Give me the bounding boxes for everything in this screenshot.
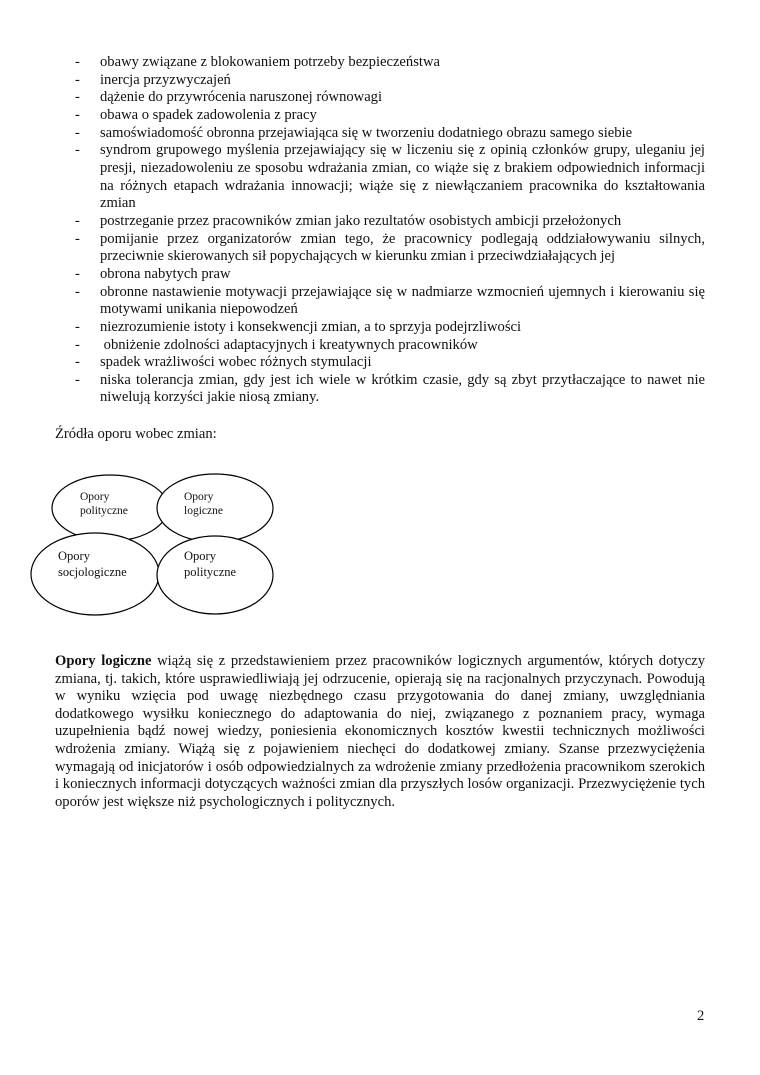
list-item: [55, 213, 705, 231]
list-item-text: obniżenie zdolności adaptacyjnych i kreatywnych pracowników: [100, 336, 478, 353]
paragraph-bold-lead: Opory logiczne: [55, 653, 152, 669]
list-item-text: inercja przyzwyczajeń: [100, 71, 231, 88]
bullet-dash: -: [75, 283, 80, 300]
list-item: [55, 54, 705, 72]
list-item-text: postrzeganie przez pracowników zmian jako rezultatów osobistych ambicji przełożonych: [100, 212, 622, 229]
ellipse-label-line: polityczne: [184, 565, 237, 579]
bullet-dash: -: [75, 371, 80, 388]
ellipse-label-line: logiczne: [184, 505, 223, 517]
bullet-dash: -: [75, 265, 80, 282]
ellipse-label-line: Opory: [184, 549, 216, 563]
bullet-dash: -: [75, 106, 80, 123]
list-item-text: obronne nastawienie motywacji przejawiające się w nadmiarze wzmocnień ujemnych i kierowaniu się motywami unikania niepowodzeń: [100, 283, 705, 318]
list-item: [55, 231, 705, 266]
section-heading: Źródła oporu wobec zmian:: [55, 426, 217, 442]
list-item: [55, 337, 705, 355]
list-item-text: niezrozumienie istoty i konsekwencji zmian, a to sprzyja podejrzliwości: [100, 318, 522, 335]
bullet-dash: -: [75, 124, 80, 141]
paragraph-body: wiążą się z przedstawieniem przez pracowników logicznych argumentów, których dotyczy zmiana, tj. takich, które usprawiedliwiają jej odrzucenie, opierają się na racjonalnych przyczynach. Powodują w wyniku wzięcia pod uwagę niezbędnego czasu przygotowania do danej zmiany, uwzględniania dodatkowego wysiłku koniecznego do adaptowania do niej, związanego z poznaniem pracy, wymaga uzupełnienia bądź nowej wiedzy, poniesienia ekonomicznych kosztów kwestii technicznych możliwości wdrożenia zmiany. Wiążą się z pojawieniem niechęci do dodatkowej zmiany. Szanse przezwyciężenia wymagają od inicjatorów i osób odpowiedzialnych za wdrożenie zmiany przedłożenia pracownikom szerokich i koniecznych informacji dotyczących ważności zmian dla przyszłych losów organizacji. Przezwyciężenie tych oporów jest większe niż psychologicznych i politycznych.: [55, 653, 705, 810]
ellipse-label-logical: [184, 490, 223, 518]
ellipse-label-line: Opory: [80, 491, 110, 503]
bullet-dash: -: [75, 318, 80, 335]
bullet-dash: -: [75, 89, 80, 106]
bullet-dash: -: [75, 142, 80, 159]
ellipse-label-line: socjologiczne: [58, 565, 127, 579]
list-item: [55, 89, 705, 107]
ellipse-label-line: polityczne: [80, 505, 128, 517]
page-number: 2: [697, 1008, 705, 1024]
ellipse-label-political-1: [80, 490, 128, 518]
ellipse-label-line: Opory: [58, 549, 90, 563]
list-item: [55, 125, 705, 143]
list-item: [55, 266, 705, 284]
list-item-text: obrona nabytych praw: [100, 265, 231, 282]
list-item-text: obawa o spadek zadowolenia z pracy: [100, 106, 317, 123]
list-item-text: pomijanie przez organizatorów zmian tego, że pracownicy podlegają oddziałowywaniu silnych, przeciwnie skierowanych sił popychających w kierunku zmian i przeciwdziałających jej: [100, 230, 705, 265]
diagram-ellipses: [0, 460, 300, 630]
list-item-text: syndrom grupowego myślenia przejawiający się w liczeniu się z opinią członków grupy, uleganiu jej presji, niezadowoleniu ze sposobu wdrażania zmian, co wiąże się z brakiem odpowiednich informacji na różnych etapach wdrażania innowacji; wiąże się z niewłączaniem pracownika do kształtowania zmian: [100, 142, 705, 212]
bullet-dash: -: [75, 71, 80, 88]
list-item-text: dążenie do przywrócenia naruszonej równowagi: [100, 89, 383, 106]
list-item: [55, 142, 705, 213]
resistance-causes-list: [55, 54, 705, 407]
list-item: [55, 72, 705, 90]
ellipse-label-sociological: [58, 548, 127, 580]
bullet-dash: -: [75, 336, 80, 353]
ellipse-label-political-2: [184, 548, 236, 580]
list-item-text: niska tolerancja zmian, gdy jest ich wiele w krótkim czasie, gdy są zbyt przytłaczające to nawet nie niwelują korzyści jakie niosą zmiany.: [100, 371, 705, 406]
list-item: [55, 354, 705, 372]
list-item: [55, 284, 705, 319]
bullet-dash: -: [75, 230, 80, 247]
list-item-text: spadek wrażliwości wobec różnych stymulacji: [100, 354, 372, 371]
bullet-dash: -: [75, 354, 80, 371]
list-item: [55, 107, 705, 125]
bullet-dash: -: [75, 54, 80, 70]
list-item-text: samoświadomość obronna przejawiająca się w tworzeniu dodatniego obrazu samego siebie: [100, 124, 633, 141]
list-item: [55, 372, 705, 407]
list-item: [55, 319, 705, 337]
resistance-sources-diagram: [0, 460, 300, 630]
ellipse-label-line: Opory: [184, 491, 214, 503]
logical-resistance-paragraph: [55, 653, 705, 811]
list-item-text: obawy związane z blokowaniem potrzeby bezpieczeństwa: [100, 54, 440, 70]
bullet-dash: -: [75, 212, 80, 229]
